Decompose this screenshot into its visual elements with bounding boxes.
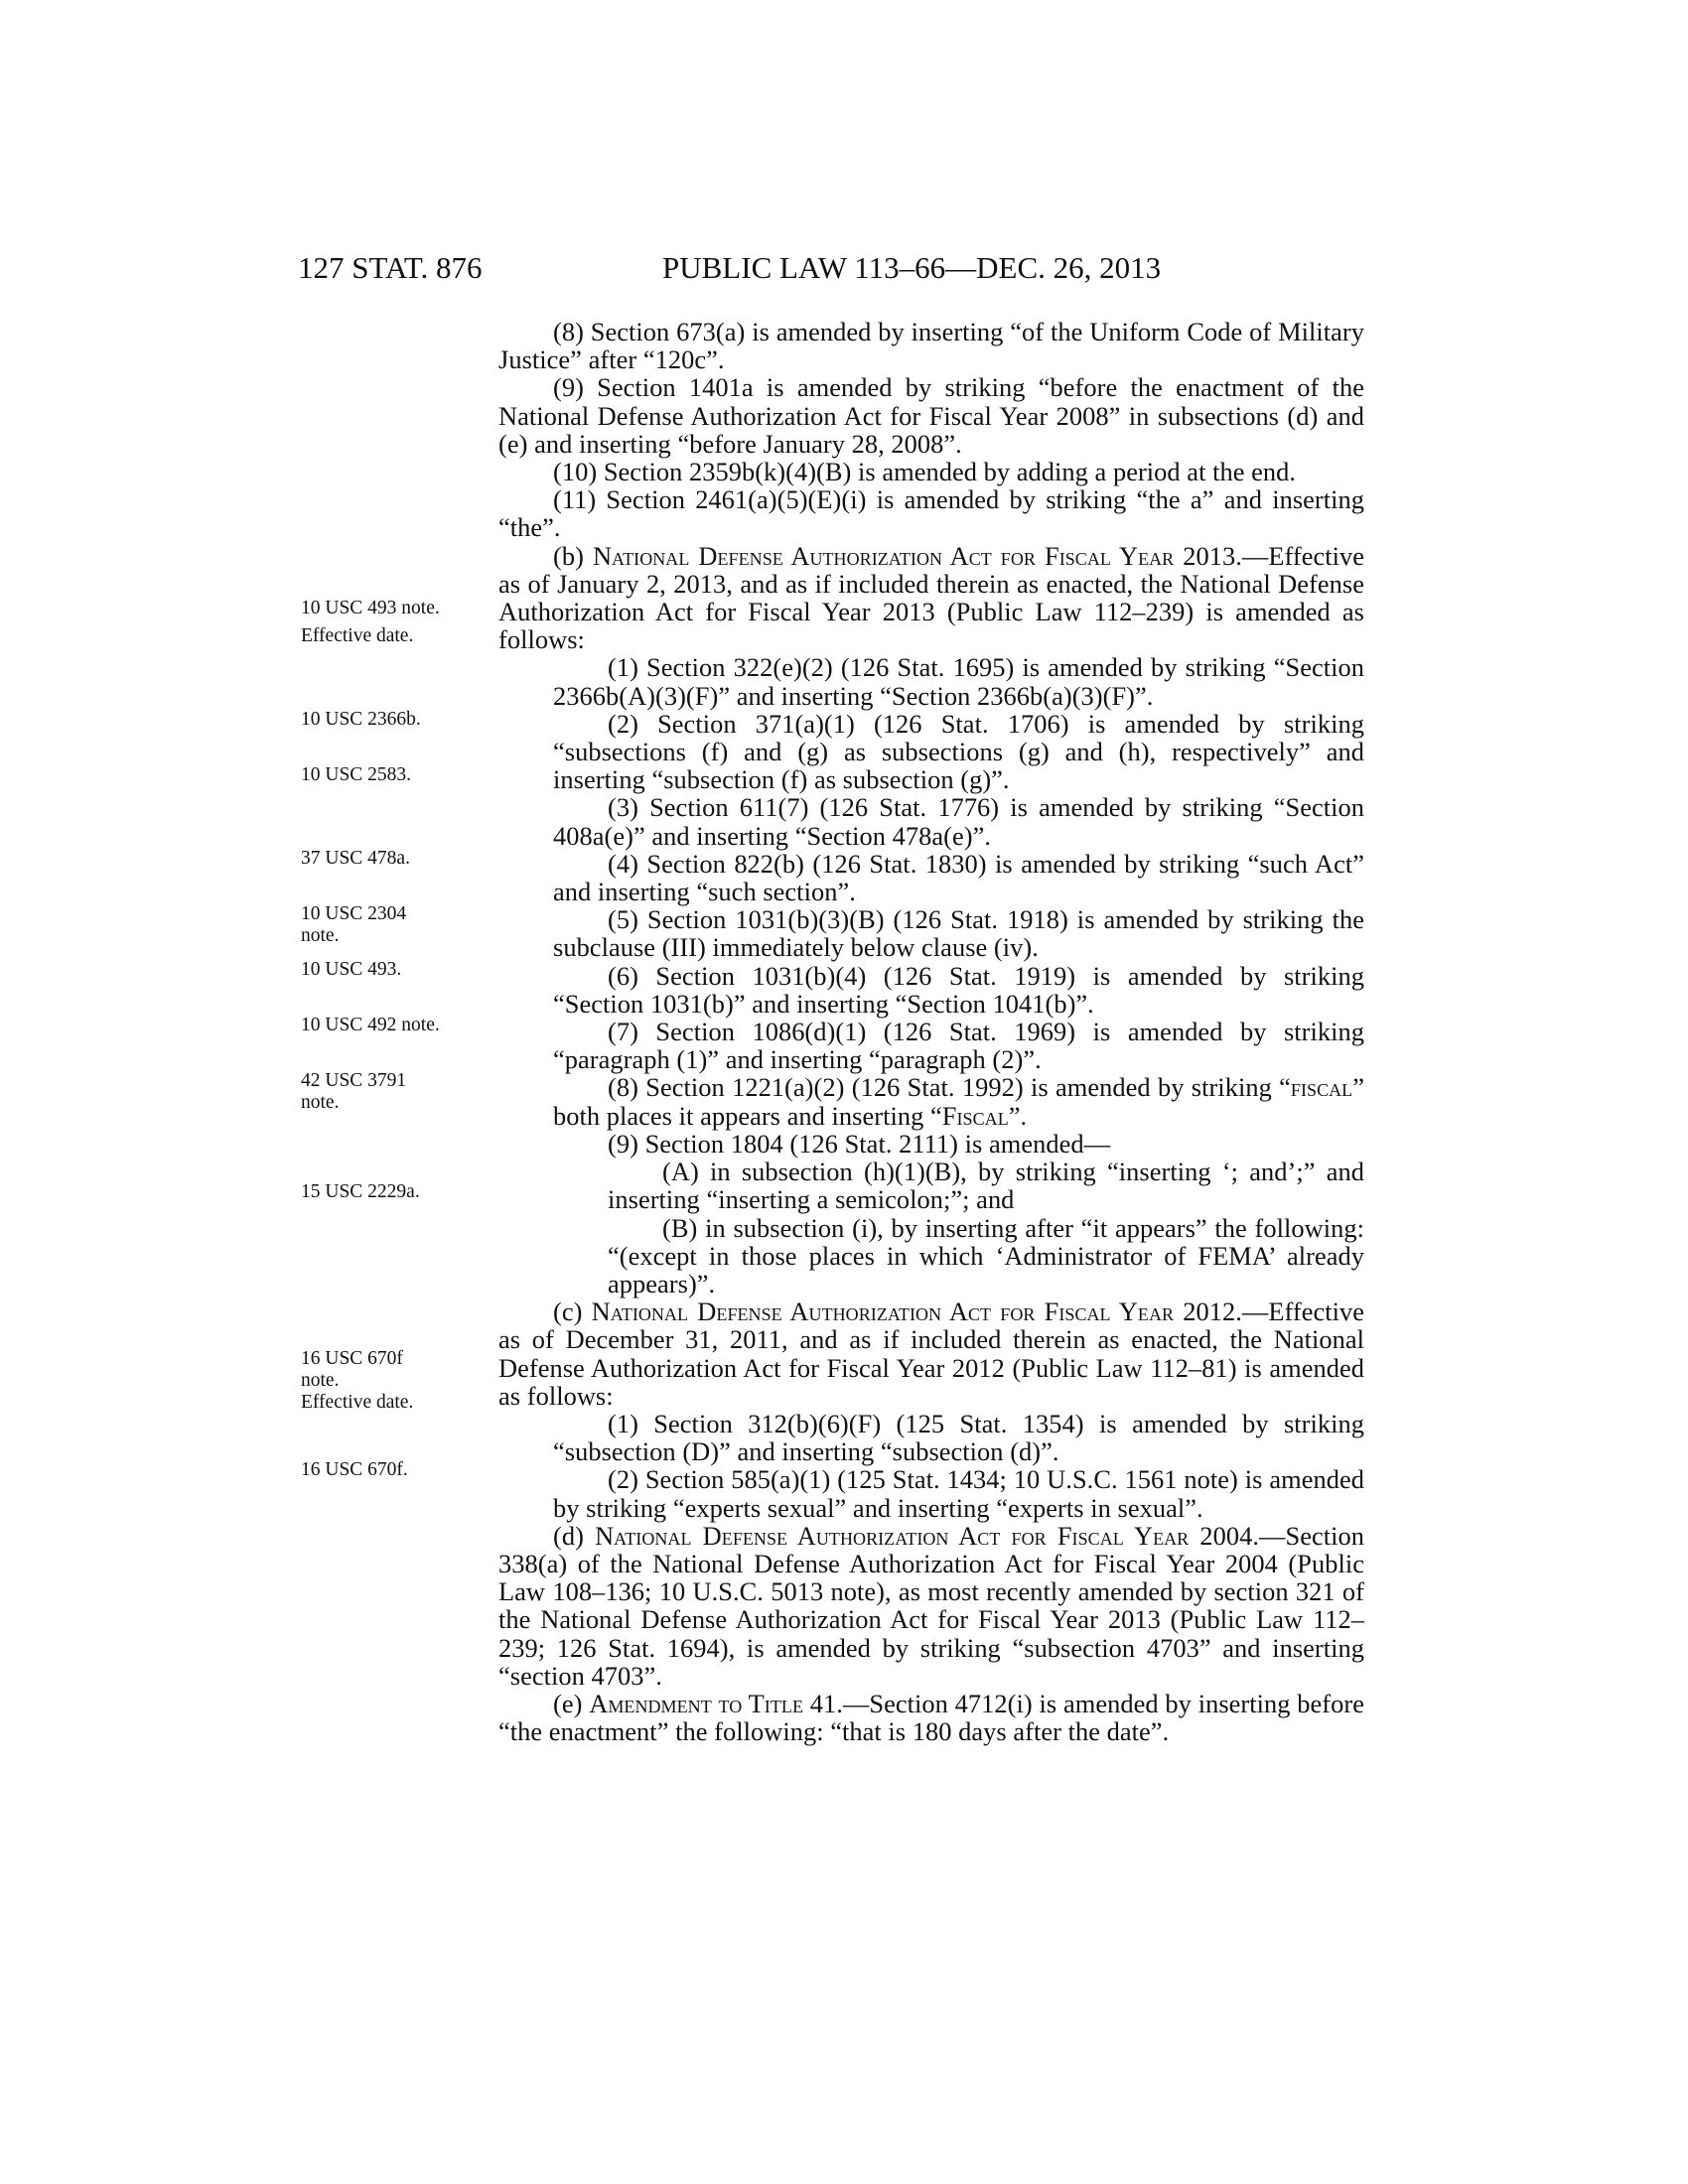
subsection-b-text: .—Effective as of January 2, 2013, and as if included therein as enacted, the National Defense Authorization Act for Fiscal Year 2013 (Public Law 112–239) is amended as follows: xyxy=(498,540,1364,655)
small-caps-word: fiscal xyxy=(1290,1072,1353,1103)
paragraph-10: (10) Section 2359b(k)(4)(B) is amended by adding a period at the end. xyxy=(553,457,1297,487)
subsection-c-label: (c) xyxy=(553,1297,583,1327)
subsection-b-paragraph-1: (1) Section 322(e)(2) (126 Stat. 1695) is amended by striking “Section 2366b(A)(3)(F)” and inserting “Section 2366b(a)(3)(F)”. xyxy=(553,652,1364,711)
subsection-c-paragraph-1: (1) Section 312(b)(6)(F) (125 Stat. 1354) is amended by striking “subsection (D)” and inserting “subsection (d)”. xyxy=(553,1408,1364,1467)
subsection-e xyxy=(498,1690,1364,1745)
subsection-d-label: (d) xyxy=(553,1520,584,1551)
subsection-c-paragraph-2: (2) Section 585(a)(1) (125 Stat. 1434; 10 U.S.C. 1561 note) is amended by striking “experts sexual” and inserting “experts in sexual”. xyxy=(553,1464,1364,1523)
margin-note: note. xyxy=(301,1092,340,1113)
subsection-c xyxy=(498,1297,1364,1410)
subsection-b-paragraph-2: (2) Section 371(a)(1) (126 Stat. 1706) is amended by striking “subsections (f) and (g) as subsections (g) and (h), respectively” and inserting “subsection (f) as subsection (g)”. xyxy=(553,708,1364,795)
margin-note: 10 USC 2583. xyxy=(301,764,412,785)
margin-note: Effective date. xyxy=(301,1392,414,1413)
margin-note: 42 USC 3791 xyxy=(301,1070,407,1091)
margin-note: note. xyxy=(301,1370,340,1391)
subsection-c-text: .—Effective as of December 31, 2011, and as if included therein as enacted, the National Defense Authorization Act for Fiscal Year 2012 (Public Law 112–81) is amended as follows: xyxy=(498,1297,1364,1411)
page-header xyxy=(0,250,1688,290)
margin-note: 10 USC 493 note. xyxy=(301,598,440,618)
subsection-b-paragraph-8 xyxy=(498,1073,1364,1129)
margin-note: 10 USC 2304 xyxy=(301,903,407,924)
subsection-b-paragraph-9: (9) Section 1804 (126 Stat. 2111) is amended— xyxy=(608,1128,1111,1159)
subsection-b xyxy=(498,542,1364,654)
statute-body xyxy=(498,318,1364,1745)
paragraph-text: (8) Section 1221(a)(2) (126 Stat. 1992) is amended by striking “ xyxy=(608,1072,1291,1103)
subsection-d-heading: National Defense Authorization Act for Fiscal Year 2004 xyxy=(595,1520,1253,1551)
subsection-e-text: .—Section 4712(i) is amended by inserting before “the enactment” the following: “that is 180 days after the date”. xyxy=(498,1688,1364,1747)
paragraph-text: ”. xyxy=(1008,1100,1028,1131)
subsection-d-text: .—Section 338(a) of the National Defense Authorization Act for Fiscal Year 2004 (Public Law 108–136; 10 U.S.C. 5013 note), as most recently amended by section 321 of the National Defense Authorization Act for Fiscal Year 2013 (Public Law 112–239; 126 Stat. 1694), is amended by striking “subsection 4703” and inserting “section 4703”. xyxy=(498,1520,1364,1691)
subsection-b-paragraph-6: (6) Section 1031(b)(4) (126 Stat. 1919) is amended by striking “Section 1031(b)” and inserting “Section 1041(b)”. xyxy=(553,960,1364,1019)
margin-note: 10 USC 2366b. xyxy=(301,709,421,730)
margin-note: Effective date. xyxy=(301,625,414,646)
subsection-b-paragraph-5: (5) Section 1031(b)(3)(B) (126 Stat. 1918) is amended by striking the subclause (III) immediately below clause (iv). xyxy=(553,904,1364,963)
law-title: PUBLIC LAW 113–66—DEC. 26, 2013 xyxy=(662,250,1162,285)
margin-note: 10 USC 492 note. xyxy=(301,1015,440,1035)
subsection-b-paragraph-9-b: (B) in subsection (i), by inserting after “it appears” the following: “(except in those places in which ‘Administrator of FEMA’ already appears)”. xyxy=(608,1212,1364,1298)
margin-note: 16 USC 670f. xyxy=(301,1459,408,1480)
subsection-b-paragraph-4: (4) Section 822(b) (126 Stat. 1830) is amended by striking “such Act” and inserting “such section”. xyxy=(553,848,1364,907)
paragraph-text: ” both places it appears and inserting “ xyxy=(553,1072,1364,1131)
paragraph-11: (11) Section 2461(a)(5)(E)(i) is amended by striking “the a” and inserting “the”. xyxy=(498,484,1364,543)
small-caps-word: Fiscal xyxy=(941,1100,1009,1131)
margin-note: 10 USC 493. xyxy=(301,959,402,980)
margin-note: 16 USC 670f xyxy=(301,1348,403,1369)
subsection-b-paragraph-3: (3) Section 611(7) (126 Stat. 1776) is amended by striking “Section 408a(e)” and inserting “Section 478a(e)”. xyxy=(553,792,1364,851)
subsection-b-paragraph-9-a: (A) in subsection (h)(1)(B), by striking “inserting ‘; and’;” and inserting “inserting a semicolon;”; and xyxy=(608,1157,1364,1215)
margin-note: 37 USC 478a. xyxy=(301,848,410,869)
subsection-b-paragraph-7: (7) Section 1086(d)(1) (126 Stat. 1969) is amended by striking “paragraph (1)” and inserting “paragraph (2)”. xyxy=(553,1017,1364,1075)
margin-note: 15 USC 2229a. xyxy=(301,1181,420,1202)
page-reference: 127 STAT. 876 xyxy=(298,250,483,285)
paragraph-9: (9) Section 1401a is amended by striking “before the enactment of the National Defense Authorization Act for Fiscal Year 2008” in subsections (d) and (e) and inserting “before January 28, 2008”. xyxy=(498,372,1364,459)
subsection-b-heading: National Defense Authorization Act for Fiscal Year 2013 xyxy=(592,540,1236,571)
subsection-b-label: (b) xyxy=(553,540,584,571)
subsection-c-heading: National Defense Authorization Act for Fiscal Year 2012 xyxy=(591,1297,1236,1327)
subsection-e-label: (e) xyxy=(553,1688,583,1718)
subsection-e-heading: Amendment to Title 41 xyxy=(589,1688,837,1718)
subsection-d xyxy=(498,1522,1364,1690)
paragraph-8: (8) Section 673(a) is amended by inserting “of the Uniform Code of Military Justice” after “120c”. xyxy=(498,317,1364,375)
margin-note: note. xyxy=(301,925,340,946)
